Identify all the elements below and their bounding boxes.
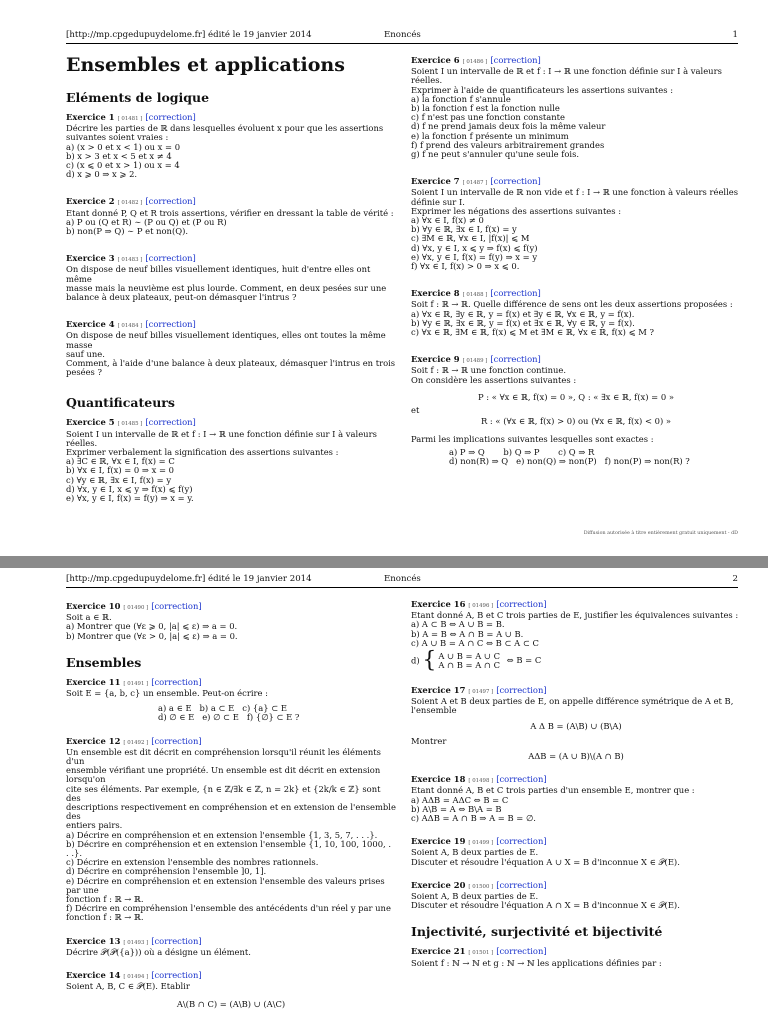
text-line: fonction f : ℝ → ℝ. <box>66 912 144 923</box>
text-line: a) Montrer que (∀ε ⩾ 0, |a| ⩽ ε) ⇒ a = 0. <box>66 621 238 632</box>
equivalence-result: ⇔ B = C <box>506 655 542 666</box>
text-line: a) ∀x ∈ I, f(x) ≠ 0 <box>411 215 484 226</box>
text-line: Soit f : ℝ → ℝ. Quelle différence de sens ont les deux assertions proposées : <box>411 299 733 310</box>
page-number: 2 <box>732 574 738 584</box>
text-line: entiers pairs. <box>66 820 123 831</box>
header-rule <box>66 587 738 588</box>
text-line: Soient A et B deux parties de E, on appelle différence symétrique de A et B, <box>411 696 734 707</box>
text-line: b) ∀y ∈ ℝ, ∃x ∈ I, f(x) = y <box>411 224 517 235</box>
text-line: Soient A, B, C ∈ 𝒫(E). Etablir <box>66 981 190 992</box>
correction-link[interactable]: [correction] <box>496 946 547 957</box>
text-line: a) P ⇒ Q b) Q ⇒ P c) Q ⇒ R <box>449 446 595 457</box>
exercise-title: Exercice 1 <box>66 112 115 122</box>
exercise-title: Exercice 21 <box>411 946 466 957</box>
text-line: l'ensemble <box>411 705 457 716</box>
exercise-title: Exercice 20 <box>411 879 466 890</box>
page-footer: Diffusion autorisée à titre entièrement gratuit uniquement - dD <box>583 531 738 536</box>
exercise-code: [ 01483 ] <box>117 257 143 264</box>
exercise-code: [ 01482 ] <box>117 200 143 207</box>
text-line: sauf une. <box>66 348 105 359</box>
text-line: cite ses éléments. Par exemple, {n ∈ ℤ/∃k ∈ ℤ, n = 2k} et {2k/k ∈ ℤ} sont des <box>66 783 381 803</box>
exercise-title: Exercice 2 <box>66 196 115 207</box>
exercise-8 <box>411 289 741 337</box>
display-math: R : « (∀x ∈ ℝ, f(x) > 0) ou (∀x ∈ ℝ, f(x) < 0) » <box>480 416 672 427</box>
exercise-code: [ 01499 ] <box>468 840 494 847</box>
exercise-title: Exercice 12 <box>66 735 121 746</box>
text-line: b) la fonction f est la fonction nulle <box>411 103 560 114</box>
exercise-14 <box>66 971 396 1009</box>
exercise-title: Exercice 6 <box>411 55 460 65</box>
display-math: d) ∅ ∈ E e) ∅ ⊂ E f) {∅} ⊂ E ? <box>158 712 300 723</box>
display-math: P : « ∀x ∈ ℝ, f(x) = 0 », Q : « ∃x ∈ ℝ, f(x) = 0 » <box>478 391 674 402</box>
exercise-16 <box>411 600 741 672</box>
text-line: b) ∀y ∈ ℝ, ∃x ∈ ℝ, y = f(x) et ∃x ∈ ℝ, ∀y ∈ ℝ, y = f(x). <box>411 317 635 328</box>
correction-link[interactable]: [correction] <box>490 354 541 365</box>
text-line: f) Décrire en compréhension l'ensemble des antécédents d'un réel y par une <box>66 903 391 914</box>
correction-link[interactable]: [correction] <box>151 735 202 746</box>
text-line: e) Décrire en compréhension et en extension l'ensemble des valeurs prises par une <box>66 875 385 895</box>
exercise-1 <box>66 113 396 179</box>
system-of-equations <box>411 650 741 672</box>
exercise-13 <box>66 937 396 957</box>
equation-line: A ∩ B = A ∩ C <box>438 660 500 671</box>
exercise-title: Exercice 3 <box>66 253 115 264</box>
correction-link[interactable]: [correction] <box>145 253 196 264</box>
text-line: définie sur I. <box>411 196 465 207</box>
correction-link[interactable]: [correction] <box>496 599 547 609</box>
text-line: d) non(R) ⇒ Q e) non(Q) ⇒ non(P) f) non(P) ⇒ non(R) ? <box>449 455 690 466</box>
text-line: a) (x > 0 et x < 1) ou x = 0 <box>66 141 181 152</box>
text-line: d) ∀x, y ∈ I, x ⩽ y ⇒ f(x) ⩽ f(y) <box>411 242 538 253</box>
exercise-title: Exercice 17 <box>411 685 466 696</box>
exercise-9 <box>411 355 741 466</box>
exercise-title: Exercice 5 <box>66 417 115 428</box>
display-math: A Δ B = (A\B) ∪ (B\A) <box>530 720 622 731</box>
text-line: b) A\B = A ⇔ B\A = B <box>411 803 502 814</box>
correction-link[interactable]: [correction] <box>145 196 196 207</box>
text-line: Décrire les parties de ℝ dans lesquelles évoluent x pour que les assertions <box>66 123 384 134</box>
text-line: f) f prend des valeurs arbitrairement grandes <box>411 139 605 150</box>
item-label: d) <box>411 655 420 666</box>
correction-link[interactable]: [correction] <box>151 676 202 687</box>
exercise-code: [ 01486 ] <box>462 59 488 65</box>
exercise-code: [ 01498 ] <box>468 778 494 785</box>
exercise-11 <box>66 678 396 723</box>
text-line: balance à deux plateaux, peut-on démasquer l'intrus ? <box>66 292 297 303</box>
correction-link[interactable]: [correction] <box>151 935 202 946</box>
text-line: Soient I un intervalle de ℝ non vide et f : I → ℝ une fonction à valeurs réelles <box>411 187 739 198</box>
section-heading: Injectivité, surjectivité et bijectivité <box>411 924 663 940</box>
text-line: f) ∀x ∈ I, f(x) > 0 ⇒ x ⩽ 0. <box>411 261 520 272</box>
exercise-code: [ 01494 ] <box>123 974 149 981</box>
exercise-code: [ 01496 ] <box>468 603 494 609</box>
correction-link[interactable]: [correction] <box>490 176 541 187</box>
display-math: A\(B ∩ C) = (A\B) ∪ (A\C) <box>176 998 286 1009</box>
exercise-code: [ 01497 ] <box>468 689 494 696</box>
text-line: Parmi les implications suivantes lesquelles sont exactes : <box>411 433 654 444</box>
exercise-title: Exercice 13 <box>66 935 121 946</box>
text-line: Soit f : ℝ → ℝ une fonction continue. <box>411 365 567 376</box>
text-line: a) Décrire en compréhension et en extension l'ensemble {1, 3, 5, 7, . . .}. <box>66 829 378 840</box>
exercise-7 <box>411 177 741 271</box>
correction-link[interactable]: [correction] <box>496 836 547 847</box>
text-line: c) (x ⩽ 0 et x > 1) ou x = 4 <box>66 160 180 171</box>
text-line: Soient I un intervalle de ℝ et f : I → ℝ une fonction définie sur I à valeurs réelles. <box>66 428 377 448</box>
text-line: d) x ⩾ 0 ⇒ x ⩾ 2. <box>66 169 138 180</box>
exercise-code: [ 01487 ] <box>462 180 488 187</box>
text-line: Soient A, B deux parties de E. <box>411 891 539 902</box>
exercise-code: [ 01493 ] <box>123 939 149 946</box>
exercise-title: Exercice 19 <box>411 836 466 847</box>
exercise-code: [ 01481 ] <box>117 116 143 122</box>
text-line: a) AΔB = AΔC ⇔ B = C <box>411 794 509 805</box>
text-line: Soit a ∈ ℝ. <box>66 612 112 623</box>
exercise-17 <box>411 686 741 761</box>
exercise-20 <box>411 881 741 911</box>
exercise-title: Exercice 4 <box>66 319 115 330</box>
correction-link[interactable]: [correction] <box>145 319 196 330</box>
exercise-title: Exercice 10 <box>66 601 121 611</box>
exercise-title: Exercice 9 <box>411 354 460 365</box>
exercise-code: [ 01492 ] <box>123 739 149 746</box>
exercise-4 <box>66 320 396 377</box>
text-line: c) AΔB = A ∩ B ⇒ A = B = ∅. <box>411 813 536 824</box>
text-line: suivantes soient vraies : <box>66 132 169 143</box>
page-header <box>66 574 738 588</box>
text-line: a) P ou (Q et R) ∼ (P ou Q) et (P ou R) <box>66 216 227 227</box>
text-line: e) la fonction f présente un minimum <box>411 130 569 141</box>
correction-link[interactable]: [correction] <box>145 112 196 122</box>
exercise-6 <box>411 56 741 159</box>
exercise-21 <box>411 947 741 967</box>
text-line: a) ∀x ∈ ℝ, ∃y ∈ ℝ, y = f(x) et ∃y ∈ ℝ, ∀x ∈ ℝ, y = f(x). <box>411 308 635 319</box>
correction-link[interactable]: [correction] <box>496 879 547 890</box>
text-line: c) Décrire en extension l'ensemble des nombres rationnels. <box>66 857 319 868</box>
text-line: b) x > 3 et x < 5 et x ≠ 4 <box>66 150 172 161</box>
exercise-code: [ 01485 ] <box>117 421 143 428</box>
correction-link[interactable]: [correction] <box>490 55 541 65</box>
text-line: Soient A, B deux parties de E. <box>411 847 539 858</box>
brace-content <box>438 652 500 670</box>
exercise-code: [ 01500 ] <box>468 883 494 890</box>
text-line: e) ∀x, y ∈ I, f(x) = f(y) ⇒ x = y <box>411 251 538 262</box>
text-line: g) f ne peut s'annuler qu'une seule fois. <box>411 149 580 160</box>
text-line: Soient I un intervalle de ℝ et f : I → ℝ une fonction définie sur I à valeurs réelles. <box>411 66 722 86</box>
header-rule <box>66 43 738 44</box>
right-column <box>411 600 741 986</box>
text-line: e) ∀x, y ∈ I, f(x) = f(y) ⇒ x = y. <box>66 493 194 504</box>
text-line: pesées ? <box>66 367 102 378</box>
exercise-3 <box>66 254 396 302</box>
header-section: Enoncés <box>384 30 421 40</box>
equation-line: A ∪ B = A ∪ C <box>438 650 500 661</box>
text-line: Exprimer verbalement la signification des assertions suivantes : <box>66 447 339 458</box>
exercise-code: [ 01488 ] <box>462 292 488 299</box>
exercise-5 <box>66 418 396 503</box>
left-brace: { <box>422 648 437 674</box>
text-line: Etant donné P, Q et R trois assertions, vérifier en dressant la table de vérité : <box>66 207 394 218</box>
text-line: descriptions respectivement en compréhension et en extension de l'ensemble des <box>66 802 396 822</box>
exercise-title: Exercice 14 <box>66 970 121 981</box>
text-line: b) Décrire en compréhension et en extension l'ensemble {1, 10, 100, 1000, . . .}. <box>66 838 392 859</box>
text-line: d) ∀x, y ∈ I, x ⩽ y ⇒ f(x) ⩽ f(y) <box>66 483 193 494</box>
exercise-code: [ 01501 ] <box>468 950 494 957</box>
correction-link[interactable]: [correction] <box>496 774 547 785</box>
text-line: Discuter et résoudre l'équation A ∩ X = B d'inconnue X ∈ 𝒫(E). <box>411 900 680 911</box>
text-line: fonction f : ℝ → ℝ. <box>66 894 144 905</box>
text-line: Montrer <box>411 735 447 746</box>
exercise-19 <box>411 837 741 867</box>
text-line: Soient f : ℕ → ℕ et g : ℕ → ℕ les applications définies par : <box>411 957 662 968</box>
text-line: c) f n'est pas une fonction constante <box>411 112 565 123</box>
text-line: c) ∀x ∈ ℝ, ∃M ∈ ℝ, f(x) ⩽ M et ∃M ∈ ℝ, ∀x ∈ ℝ, f(x) ⩽ M ? <box>411 327 654 338</box>
text-line: ensemble vérifiant une propriété. Un ensemble est dit décrit en extension lorsqu'on <box>66 765 381 785</box>
exercise-code: [ 01484 ] <box>117 323 143 330</box>
text-line: a) A ⊂ B ⇔ A ∪ B = B. <box>411 619 505 630</box>
text-line: et <box>411 405 420 416</box>
exercise-title: Exercice 11 <box>66 676 121 687</box>
exercise-title: Exercice 16 <box>411 599 466 609</box>
text-line: d) Décrire en compréhension l'ensemble ]0, 1]. <box>66 866 267 877</box>
section-heading: Ensembles <box>66 654 142 670</box>
page-header <box>66 30 738 44</box>
header-section: Enoncés <box>384 574 421 584</box>
text-line: On considère les assertions suivantes : <box>411 374 577 385</box>
text-line: b) Montrer que (∀ε > 0, |a| ⩽ ε) ⇒ a = 0. <box>66 630 238 641</box>
text-line: Etant donné A, B et C trois parties d'un ensemble E, montrer que : <box>411 785 695 796</box>
left-column <box>66 602 396 1024</box>
left-column <box>66 54 396 521</box>
exercise-12 <box>66 737 396 923</box>
text-line: Comment, à l'aide d'une balance à deux plateaux, démasquer l'intrus en trois <box>66 358 396 369</box>
text-line: Décrire 𝒫(𝒫({a})) où a désigne un élément. <box>66 946 251 957</box>
page-2 <box>0 568 768 1024</box>
document-title: Ensembles et applications <box>66 54 345 76</box>
display-math: AΔB = (A ∪ B)\(A ∩ B) <box>528 751 624 762</box>
text-line: Etant donné A, B et C trois parties de E, justifier les équivalences suivantes : <box>411 610 739 621</box>
section-heading: Quantificateurs <box>66 395 175 411</box>
exercise-code: [ 01489 ] <box>462 358 488 365</box>
text-line: Un ensemble est dit décrit en compréhension lorsqu'il réunit les éléments d'un <box>66 746 381 767</box>
exercise-title: Exercice 18 <box>411 774 466 785</box>
text-line: d) f ne prend jamais deux fois la même valeur <box>411 121 606 132</box>
correction-link[interactable]: [correction] <box>496 685 547 696</box>
text-line: Exprimer les négations des assertions suivantes : <box>411 205 622 216</box>
exercise-code: [ 01490 ] <box>123 605 149 611</box>
text-line: masse mais la neuvième est plus lourde. Comment, en deux pesées sur une <box>66 282 387 293</box>
correction-link[interactable]: [correction] <box>490 288 541 299</box>
text-line: c) ∀y ∈ ℝ, ∃x ∈ I, f(x) = y <box>66 474 172 485</box>
text-line: Exprimer à l'aide de quantificateurs les assertions suivantes : <box>411 84 674 95</box>
text-line: On dispose de neuf billes visuellement identiques, elles ont toutes la même masse <box>66 330 386 350</box>
right-column <box>411 56 741 484</box>
text-line: Discuter et résoudre l'équation A ∪ X = B d'inconnue X ∈ 𝒫(E). <box>411 856 680 867</box>
text-line: On dispose de neuf billes visuellement identiques, huit d'entre elles ont même <box>66 264 371 284</box>
header-source[interactable]: [http://mp.cpgedupuydelome.fr] édité le 19 janvier 2014 <box>66 30 312 40</box>
display-math: a) a ∈ E b) a ⊂ E c) {a} ⊂ E <box>158 703 287 714</box>
correction-link[interactable]: [correction] <box>145 417 196 428</box>
exercise-code: [ 01491 ] <box>123 680 149 687</box>
page-number: 1 <box>732 30 738 40</box>
exercise-10 <box>66 602 396 641</box>
correction-link[interactable]: [correction] <box>151 970 202 981</box>
text-line: c) A ∪ B = A ∩ C ⇔ B ⊂ A ⊂ C <box>411 637 539 648</box>
section-heading: Eléments de logique <box>66 90 210 105</box>
exercise-title: Exercice 7 <box>411 176 460 187</box>
exercise-title: Exercice 8 <box>411 288 460 299</box>
correction-link[interactable]: [correction] <box>151 601 202 611</box>
text-line: c) ∃M ∈ ℝ, ∀x ∈ I, |f(x)| ⩽ M <box>411 233 530 244</box>
text-line: Soit E = {a, b, c} un ensemble. Peut-on écrire : <box>66 688 268 699</box>
exercise-18 <box>411 775 741 823</box>
text-line: b) non(P ⇒ Q) ∼ P et non(Q). <box>66 226 189 237</box>
exercise-2 <box>66 197 396 236</box>
text-line: a) la fonction f s'annule <box>411 93 511 104</box>
text-line: b) ∀x ∈ I, f(x) = 0 ⇒ x = 0 <box>66 465 174 476</box>
text-line: b) A = B ⇔ A ∩ B = A ∪ B. <box>411 628 524 639</box>
text-line: a) ∃C ∈ ℝ, ∀x ∈ I, f(x) = C <box>66 456 175 467</box>
header-source[interactable]: [http://mp.cpgedupuydelome.fr] édité le 19 janvier 2014 <box>66 574 312 584</box>
